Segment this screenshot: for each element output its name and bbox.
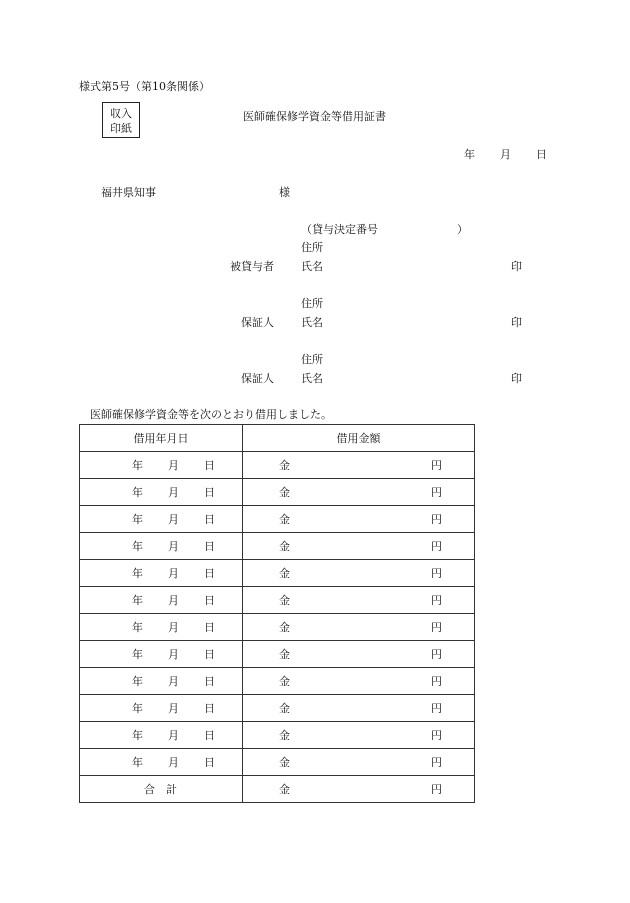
loan-amount-cell <box>243 452 475 479</box>
row-yen: 円 <box>431 702 442 715</box>
row-kin: 金 <box>279 702 290 715</box>
row-day: 日 <box>204 729 215 742</box>
table-row <box>80 452 475 479</box>
row-year: 年 <box>132 702 143 715</box>
row-kin: 金 <box>279 729 290 742</box>
total-label-cell <box>80 776 243 803</box>
form-number: 様式第5号（第10条関係） <box>79 80 210 93</box>
row-year: 年 <box>132 540 143 553</box>
loan-date-cell <box>80 587 243 614</box>
row-day: 日 <box>204 648 215 661</box>
row-yen: 円 <box>431 675 442 688</box>
loan-statement: 医師確保修学資金等を次のとおり借用しました。 <box>90 408 332 421</box>
seal-mark: 印 <box>511 316 522 329</box>
row-month: 月 <box>168 513 179 526</box>
row-month: 月 <box>168 648 179 661</box>
loan-amount-cell <box>243 506 475 533</box>
party-address-label: 住所 <box>301 241 323 254</box>
table-row <box>80 506 475 533</box>
seal-mark: 印 <box>511 260 522 273</box>
row-month: 月 <box>168 567 179 580</box>
row-day: 日 <box>204 486 215 499</box>
loan-date-cell <box>80 695 243 722</box>
row-day: 日 <box>204 756 215 769</box>
row-yen: 円 <box>431 513 442 526</box>
table-row <box>80 587 475 614</box>
row-month: 月 <box>168 702 179 715</box>
loan-record-table <box>79 424 475 803</box>
loan-date-cell <box>80 722 243 749</box>
row-year: 年 <box>132 594 143 607</box>
party-role: 被貸与者 <box>230 260 274 273</box>
row-year: 年 <box>132 513 143 526</box>
loan-date-cell <box>80 614 243 641</box>
row-yen: 円 <box>431 594 442 607</box>
row-day: 日 <box>204 513 215 526</box>
row-year: 年 <box>132 567 143 580</box>
row-day: 日 <box>204 594 215 607</box>
table-header-row <box>80 425 475 452</box>
party-name-label: 氏名 <box>301 260 323 273</box>
date-month-label: 月 <box>500 148 511 161</box>
row-day: 日 <box>204 675 215 688</box>
addressee-honorific: 様 <box>279 186 290 199</box>
row-month: 月 <box>168 459 179 472</box>
row-kin: 金 <box>279 459 290 472</box>
total-yen: 円 <box>431 783 442 796</box>
row-kin: 金 <box>279 621 290 634</box>
row-kin: 金 <box>279 756 290 769</box>
row-yen: 円 <box>431 567 442 580</box>
table-row <box>80 560 475 587</box>
row-day: 日 <box>204 702 215 715</box>
loan-date-cell <box>80 668 243 695</box>
row-year: 年 <box>132 459 143 472</box>
row-kin: 金 <box>279 540 290 553</box>
loan-decision-number-label: （貸与決定番号 <box>301 223 378 236</box>
loan-date-cell <box>80 452 243 479</box>
row-yen: 円 <box>431 486 442 499</box>
row-year: 年 <box>132 486 143 499</box>
row-kin: 金 <box>279 594 290 607</box>
row-year: 年 <box>132 675 143 688</box>
party-name-label: 氏名 <box>301 372 323 385</box>
row-day: 日 <box>204 540 215 553</box>
total-amount-cell <box>243 776 475 803</box>
row-day: 日 <box>204 567 215 580</box>
row-year: 年 <box>132 621 143 634</box>
row-month: 月 <box>168 594 179 607</box>
loan-amount-cell <box>243 668 475 695</box>
row-yen: 円 <box>431 540 442 553</box>
table-row <box>80 749 475 776</box>
row-yen: 円 <box>431 621 442 634</box>
loan-decision-number-close: ） <box>457 223 468 236</box>
row-kin: 金 <box>279 648 290 661</box>
row-yen: 円 <box>431 648 442 661</box>
loan-date-cell <box>80 533 243 560</box>
row-day: 日 <box>204 621 215 634</box>
row-kin: 金 <box>279 675 290 688</box>
row-month: 月 <box>168 540 179 553</box>
loan-amount-cell <box>243 695 475 722</box>
loan-amount-cell <box>243 479 475 506</box>
loan-amount-cell <box>243 749 475 776</box>
row-yen: 円 <box>431 729 442 742</box>
loan-date-cell <box>80 479 243 506</box>
row-month: 月 <box>168 729 179 742</box>
row-month: 月 <box>168 756 179 769</box>
loan-amount-cell <box>243 722 475 749</box>
loan-amount-cell <box>243 560 475 587</box>
addressee-name: 福井県知事 <box>101 186 156 199</box>
date-day-label: 日 <box>536 148 547 161</box>
party-role: 保証人 <box>241 372 274 385</box>
party-address-label: 住所 <box>301 353 323 366</box>
date-year-label: 年 <box>464 148 475 161</box>
table-row <box>80 641 475 668</box>
header-loan-date: 借用年月日 <box>80 425 243 452</box>
table-row <box>80 533 475 560</box>
row-month: 月 <box>168 486 179 499</box>
row-day: 日 <box>204 459 215 472</box>
stamp-label-line-2: 印紙 <box>110 122 132 135</box>
loan-amount-cell <box>243 587 475 614</box>
row-kin: 金 <box>279 486 290 499</box>
header-loan-amount: 借用金額 <box>243 425 475 452</box>
loan-amount-cell <box>243 614 475 641</box>
document-title: 医師確保修学資金等借用証書 <box>243 110 386 123</box>
table-total-row <box>80 776 475 803</box>
row-year: 年 <box>132 729 143 742</box>
row-kin: 金 <box>279 513 290 526</box>
stamp-label-line-1: 収入 <box>110 107 132 120</box>
loan-date-cell <box>80 506 243 533</box>
table-row <box>80 668 475 695</box>
row-year: 年 <box>132 648 143 661</box>
party-name-label: 氏名 <box>301 316 323 329</box>
row-month: 月 <box>168 621 179 634</box>
loan-amount-cell <box>243 641 475 668</box>
party-address-label: 住所 <box>301 297 323 310</box>
row-kin: 金 <box>279 567 290 580</box>
table-row <box>80 722 475 749</box>
total-kin: 金 <box>279 783 290 796</box>
loan-amount-cell <box>243 533 475 560</box>
revenue-stamp-box <box>102 102 140 138</box>
table-row <box>80 479 475 506</box>
loan-date-cell <box>80 749 243 776</box>
row-yen: 円 <box>431 459 442 472</box>
table-row <box>80 695 475 722</box>
total-label: 合 計 <box>144 783 177 796</box>
loan-date-cell <box>80 641 243 668</box>
table-row <box>80 614 475 641</box>
row-year: 年 <box>132 756 143 769</box>
seal-mark: 印 <box>511 372 522 385</box>
row-yen: 円 <box>431 756 442 769</box>
loan-date-cell <box>80 560 243 587</box>
row-month: 月 <box>168 675 179 688</box>
party-role: 保証人 <box>241 316 274 329</box>
